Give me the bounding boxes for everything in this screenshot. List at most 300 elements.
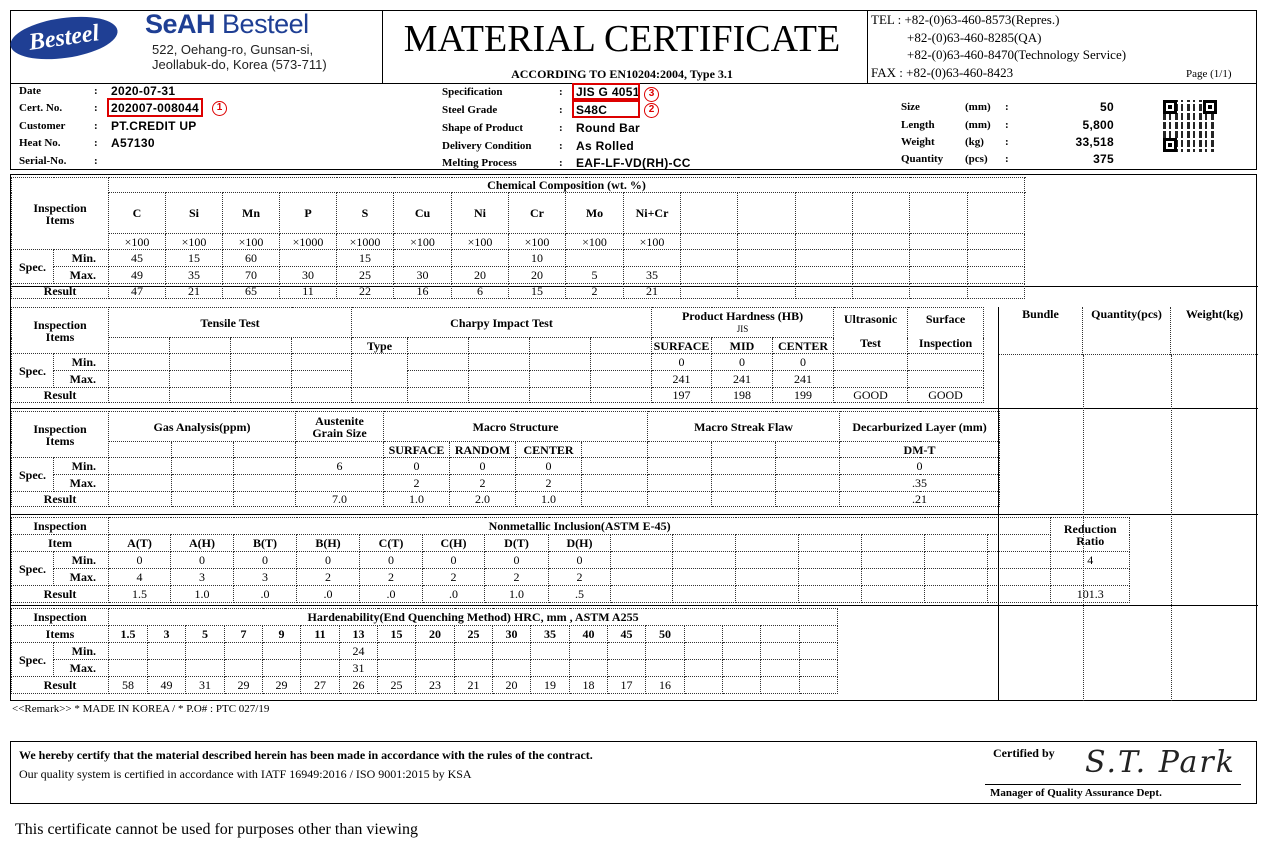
inclusion-header: B(H): [297, 535, 360, 552]
distance-header: [723, 626, 761, 643]
inclusion-max: 2: [297, 569, 360, 586]
spec-label: Spec.: [12, 354, 54, 388]
type-header: Type: [352, 338, 408, 354]
macro-structure-header: Macro Structure: [384, 412, 648, 442]
hardenability-result: [685, 677, 723, 694]
table-cell: [736, 586, 799, 603]
signature-line: [985, 784, 1241, 785]
table-cell: [292, 354, 352, 371]
hardenability-min: [570, 643, 608, 660]
table-cell: [862, 535, 925, 552]
table-cell: [925, 586, 988, 603]
table-cell: [673, 535, 736, 552]
hardness-max: 241: [652, 371, 712, 388]
table-cell: [352, 354, 408, 388]
element-header: P: [280, 193, 337, 234]
table-cell: [648, 442, 712, 458]
hardenability-max: [186, 660, 225, 677]
table-cell: [530, 354, 591, 371]
marker-2: 2: [644, 103, 659, 118]
result-label: Result: [12, 388, 109, 403]
table-cell: [172, 458, 234, 475]
hardenability-result: 31: [186, 677, 225, 694]
inspection-label: Inspection: [12, 609, 109, 626]
quantity-unit: (pcs): [965, 153, 988, 165]
max-label: Max.: [54, 267, 109, 284]
table-cell: [591, 338, 652, 354]
hardness-result: 197: [652, 388, 712, 403]
chem-min-cell: 15: [166, 250, 223, 267]
company-address: 522, Oehang-ro, Gunsan-si, Jeollabuk-do, Korea (573-711): [152, 42, 327, 72]
inclusion-header: A(H): [171, 535, 234, 552]
chem-min-cell: 10: [509, 250, 566, 267]
element-header: [681, 193, 738, 234]
hardenability-result: 27: [301, 677, 340, 694]
table-cell: [109, 475, 172, 492]
table-cell: [582, 475, 648, 492]
inclusion-result: 1.5: [109, 586, 171, 603]
table-cell: [862, 586, 925, 603]
element-header: [853, 193, 910, 234]
ultrasonic-result: GOOD: [834, 388, 908, 403]
distance-header: 1.5: [109, 626, 148, 643]
table-cell: [408, 371, 469, 388]
result-label: Result: [12, 492, 109, 507]
table-cell: [582, 492, 648, 507]
distance-header: 13: [340, 626, 378, 643]
chem-min-cell: [280, 250, 337, 267]
element-header: [796, 193, 853, 234]
inclusion-min: 0: [234, 552, 297, 569]
factor-cell: [738, 234, 796, 250]
hardenability-min: [378, 643, 416, 660]
hardness-min: 0: [652, 354, 712, 371]
decarb-result: .21: [840, 492, 1000, 507]
hardenability-result: [761, 677, 800, 694]
hardenability-max: [109, 660, 148, 677]
hardness-result: 198: [712, 388, 773, 403]
factor-cell: ×100: [166, 234, 223, 250]
chem-max-cell: [968, 267, 1025, 284]
chem-max-cell: 35: [624, 267, 681, 284]
distance-header: [761, 626, 800, 643]
table-cell: [170, 371, 231, 388]
table-cell: [591, 388, 652, 403]
chem-min-cell: [394, 250, 452, 267]
length-label: Length: [901, 119, 935, 131]
macro-min: 0: [450, 458, 516, 475]
dmt-header: DM-T: [840, 442, 1000, 458]
table-cell: [648, 458, 712, 475]
table-cell: [648, 475, 712, 492]
shape-label: Shape of Product: [442, 122, 524, 134]
mechanical-table: [11, 307, 984, 403]
ultrasonic-header: Ultrasonic Test: [834, 308, 908, 354]
table-cell: [469, 388, 530, 403]
element-header: [910, 193, 968, 234]
table-cell: [736, 535, 799, 552]
table-cell: [109, 338, 170, 354]
footer-note: This certificate cannot be used for purposes other than viewing: [15, 821, 418, 838]
quality-system-statement: Our quality system is certified in accordance with IATF 16949:2016 / ISO 9001:2015 by KSA: [19, 767, 472, 781]
hardenability-min: [723, 643, 761, 660]
table-cell: [530, 338, 591, 354]
decarb-max: .35: [840, 475, 1000, 492]
heat-value: A57130: [111, 136, 155, 150]
table-cell: [736, 552, 799, 569]
factor-cell: ×100: [624, 234, 681, 250]
table-cell: [172, 475, 234, 492]
tensile-header: Tensile Test: [109, 308, 352, 338]
inclusion-title: Nonmetallic Inclusion(ASTM E-45): [109, 518, 1051, 535]
chem-max-cell: 20: [452, 267, 509, 284]
hardenability-result: 25: [378, 677, 416, 694]
min-label: Min.: [54, 250, 109, 267]
element-header: Mn: [223, 193, 280, 234]
table-cell: [296, 442, 384, 458]
table-cell: [776, 475, 840, 492]
marker-1: 1: [212, 101, 227, 116]
mid-header: MID: [712, 338, 773, 354]
chem-result-cell: 21: [624, 284, 681, 299]
chem-max-cell: 35: [166, 267, 223, 284]
table-cell: [776, 458, 840, 475]
chem-max-cell: 25: [337, 267, 394, 284]
hardenability-max: [455, 660, 493, 677]
bundle-header: Bundle: [999, 307, 1083, 355]
spec-label: Spec.: [12, 643, 54, 677]
qr-finder: [1163, 100, 1177, 114]
table-cell: [292, 338, 352, 354]
macro-random: RANDOM: [450, 442, 516, 458]
table-cell: [234, 442, 296, 458]
charpy-header: Charpy Impact Test: [352, 308, 652, 338]
table-cell: [925, 569, 988, 586]
factor-cell: ×100: [509, 234, 566, 250]
max-label: Max.: [54, 660, 109, 677]
gas-macro-table: [11, 411, 1000, 507]
table-cell: [234, 492, 296, 507]
factor-cell: [910, 234, 968, 250]
element-header: [968, 193, 1025, 234]
chem-max-cell: [910, 267, 968, 284]
hardenability-min: [800, 643, 838, 660]
distance-header: 5: [186, 626, 225, 643]
table-cell: [611, 552, 673, 569]
distance-header: 45: [608, 626, 646, 643]
inclusion-table: [11, 517, 1130, 603]
distance-header: [800, 626, 838, 643]
heat-label: Heat No.: [19, 137, 61, 149]
chem-max-cell: 70: [223, 267, 280, 284]
chem-result-cell: [738, 284, 796, 299]
delivery-label: Delivery Condition: [442, 140, 532, 152]
distance-header: 30: [493, 626, 531, 643]
weight-unit: (kg): [965, 136, 984, 148]
hardenability-max: [608, 660, 646, 677]
signature: S.T. Park: [1085, 745, 1236, 780]
inclusion-header: D(T): [485, 535, 549, 552]
chem-result-cell: 16: [394, 284, 452, 299]
inclusion-min: 0: [109, 552, 171, 569]
table-cell: [611, 569, 673, 586]
table-cell: [408, 388, 469, 403]
chem-result-cell: [968, 284, 1025, 299]
inclusion-header: A(T): [109, 535, 171, 552]
spec-value: JIS G 4051: [576, 85, 640, 99]
table-cell: [469, 338, 530, 354]
hardenability-max: [263, 660, 301, 677]
hardenability-min: [225, 643, 263, 660]
chem-result-cell: 6: [452, 284, 509, 299]
hardenability-max: [570, 660, 608, 677]
hardenability-min: [301, 643, 340, 660]
table-cell: [172, 442, 234, 458]
table-cell: [712, 475, 776, 492]
table-cell: [231, 388, 292, 403]
highlight-box: [572, 83, 640, 100]
element-header: Si: [166, 193, 223, 234]
austenite-min: 6: [296, 458, 384, 475]
table-cell: [231, 354, 292, 371]
table-cell: [736, 569, 799, 586]
hardness-min: 0: [712, 354, 773, 371]
table-cell: [172, 492, 234, 507]
table-cell: [834, 354, 908, 371]
chem-max-cell: 30: [394, 267, 452, 284]
inclusion-max: 4: [109, 569, 171, 586]
besteel-logo: Besteel: [8, 11, 121, 66]
chem-result-cell: 21: [166, 284, 223, 299]
austenite-result: 7.0: [296, 492, 384, 507]
table-cell: [799, 535, 862, 552]
distance-header: 40: [570, 626, 608, 643]
table-cell: [648, 492, 712, 507]
chem-max-cell: 49: [109, 267, 166, 284]
chem-min-cell: [624, 250, 681, 267]
inspection-items-label: Inspection Items: [12, 308, 109, 354]
table-cell: [925, 552, 988, 569]
chem-min-cell: [968, 250, 1025, 267]
inclusion-max: 3: [171, 569, 234, 586]
reduction-result: 101.3: [1051, 586, 1130, 603]
hardenability-result: 49: [148, 677, 186, 694]
remark: <<Remark>> * MADE IN KOREA / * P.O# : PTC 027/19: [12, 703, 270, 715]
hardenability-result: 16: [646, 677, 685, 694]
table-cell: [352, 388, 408, 403]
hardenability-max: [301, 660, 340, 677]
distance-header: 20: [416, 626, 455, 643]
size-value: 50: [1100, 100, 1114, 114]
table-cell: [611, 586, 673, 603]
chem-max-cell: 5: [566, 267, 624, 284]
table-cell: [834, 371, 908, 388]
hardenability-min: [761, 643, 800, 660]
min-label: Min.: [54, 354, 109, 371]
inspection-items-label: Inspection Items: [12, 178, 109, 250]
element-header: C: [109, 193, 166, 234]
table-cell: [862, 569, 925, 586]
hardenability-max: [800, 660, 838, 677]
quantity-label: Quantity: [901, 153, 944, 165]
factor-cell: [796, 234, 853, 250]
factor-cell: [968, 234, 1025, 250]
table-cell: [799, 552, 862, 569]
decarb-min: 0: [840, 458, 1000, 475]
spec-label: Specification: [442, 86, 503, 98]
max-label: Max.: [54, 371, 109, 388]
hardenability-result: 26: [340, 677, 378, 694]
hardenability-result: 17: [608, 677, 646, 694]
customer-label: Customer: [19, 120, 66, 132]
distance-header: 35: [531, 626, 570, 643]
hardenability-max: [646, 660, 685, 677]
inclusion-min: 0: [549, 552, 611, 569]
max-label: Max.: [54, 569, 109, 586]
inclusion-header: C(T): [360, 535, 423, 552]
hardenability-result: [723, 677, 761, 694]
table-cell: [408, 354, 469, 371]
max-label: Max.: [54, 475, 109, 492]
weight-label: Weight: [901, 136, 935, 148]
date-label: Date: [19, 85, 41, 97]
chem-result-cell: [681, 284, 738, 299]
table-cell: [170, 354, 231, 371]
weight-value: 33,518: [1075, 135, 1114, 149]
hardenability-result: [800, 677, 838, 694]
item-label: Item: [12, 535, 109, 552]
hardenability-title: Hardenability(End Quenching Method) HRC, mm , ASTM A255: [109, 609, 838, 626]
spec-label: Spec.: [12, 250, 54, 284]
macro-result: 2.0: [450, 492, 516, 507]
inclusion-result: .0: [297, 586, 360, 603]
element-header: Cr: [509, 193, 566, 234]
table-cell: [591, 354, 652, 371]
inclusion-max: 2: [485, 569, 549, 586]
surface-inspection-header: Surface Inspection: [908, 308, 984, 354]
macro-max: 2: [450, 475, 516, 492]
hardenability-max: [685, 660, 723, 677]
element-header: Ni: [452, 193, 509, 234]
inclusion-result: .0: [360, 586, 423, 603]
hardenability-min: [416, 643, 455, 660]
reduction-ratio-header: Reduction Ratio: [1051, 518, 1130, 552]
hardenability-min: [148, 643, 186, 660]
chem-result-cell: 2: [566, 284, 624, 299]
table-cell: [109, 442, 172, 458]
inspection-label: Inspection: [12, 518, 109, 535]
table-cell: [591, 371, 652, 388]
table-cell: [296, 475, 384, 492]
table-cell: [712, 492, 776, 507]
melting-value: EAF-LF-VD(RH)-CC: [576, 156, 691, 170]
chem-result-cell: 65: [223, 284, 280, 299]
inclusion-result: .0: [423, 586, 485, 603]
hardenability-min: [109, 643, 148, 660]
table-cell: [292, 388, 352, 403]
distance-header: 11: [301, 626, 340, 643]
chem-max-cell: [681, 267, 738, 284]
table-cell: [925, 535, 988, 552]
table-cell: [231, 338, 292, 354]
manager-title: Manager of Quality Assurance Dept.: [990, 787, 1162, 799]
table-cell: [908, 354, 984, 371]
table-cell: [908, 371, 984, 388]
inclusion-result: .0: [234, 586, 297, 603]
surface-header: SURFACE: [652, 338, 712, 354]
macro-min: 0: [516, 458, 582, 475]
chem-result-cell: [796, 284, 853, 299]
chem-result-cell: [910, 284, 968, 299]
inclusion-min: 0: [297, 552, 360, 569]
inspection-items-label: Inspection Items: [12, 412, 109, 458]
chem-title: Chemical Composition (wt. %): [109, 178, 1025, 193]
items-label: Items: [12, 626, 109, 643]
element-header: Cu: [394, 193, 452, 234]
table-cell: [712, 442, 776, 458]
cert-label: Cert. No.: [19, 102, 63, 114]
inclusion-max: 2: [360, 569, 423, 586]
page-number: Page (1/1): [1186, 68, 1232, 80]
highlight-box: [572, 100, 640, 118]
table-cell: [170, 338, 231, 354]
austenite-header: Austenite Grain Size: [296, 412, 384, 442]
hardenability-max: [493, 660, 531, 677]
factor-cell: [681, 234, 738, 250]
macro-surface: SURFACE: [384, 442, 450, 458]
table-cell: [776, 492, 840, 507]
hardenability-min: [186, 643, 225, 660]
inclusion-header: B(T): [234, 535, 297, 552]
marker-3: 3: [644, 87, 659, 102]
chem-result-cell: 11: [280, 284, 337, 299]
result-label: Result: [12, 284, 109, 299]
hardenability-max: [225, 660, 263, 677]
hardenability-max: [378, 660, 416, 677]
grade-value: S48C: [576, 103, 608, 117]
hardenability-min: [493, 643, 531, 660]
table-cell: [234, 475, 296, 492]
grade-label: Steel Grade: [442, 104, 498, 116]
hardenability-result: 19: [531, 677, 570, 694]
inclusion-max: 2: [549, 569, 611, 586]
chem-result-cell: [853, 284, 910, 299]
serial-label: Serial-No.: [19, 155, 67, 167]
inclusion-header: C(H): [423, 535, 485, 552]
table-cell: [799, 569, 862, 586]
hardenability-table: [11, 608, 838, 694]
distance-header: 15: [378, 626, 416, 643]
factor-cell: ×100: [223, 234, 280, 250]
length-unit: (mm): [965, 119, 991, 131]
chem-min-cell: 45: [109, 250, 166, 267]
hardenability-min: [263, 643, 301, 660]
seah-brand: SeAH Besteel: [145, 9, 309, 39]
macro-result: 1.0: [516, 492, 582, 507]
hardenability-result: 20: [493, 677, 531, 694]
inclusion-min: 0: [423, 552, 485, 569]
delivery-value: As Rolled: [576, 139, 635, 153]
hardenability-min: 24: [340, 643, 378, 660]
hardenability-max: 31: [340, 660, 378, 677]
hardness-header: Product Hardness (HB) JIS: [652, 308, 834, 338]
macro-result: 1.0: [384, 492, 450, 507]
chem-max-cell: 30: [280, 267, 337, 284]
table-cell: [673, 586, 736, 603]
hardenability-min: [646, 643, 685, 660]
hardenability-result: 58: [109, 677, 148, 694]
inclusion-min: 0: [171, 552, 234, 569]
